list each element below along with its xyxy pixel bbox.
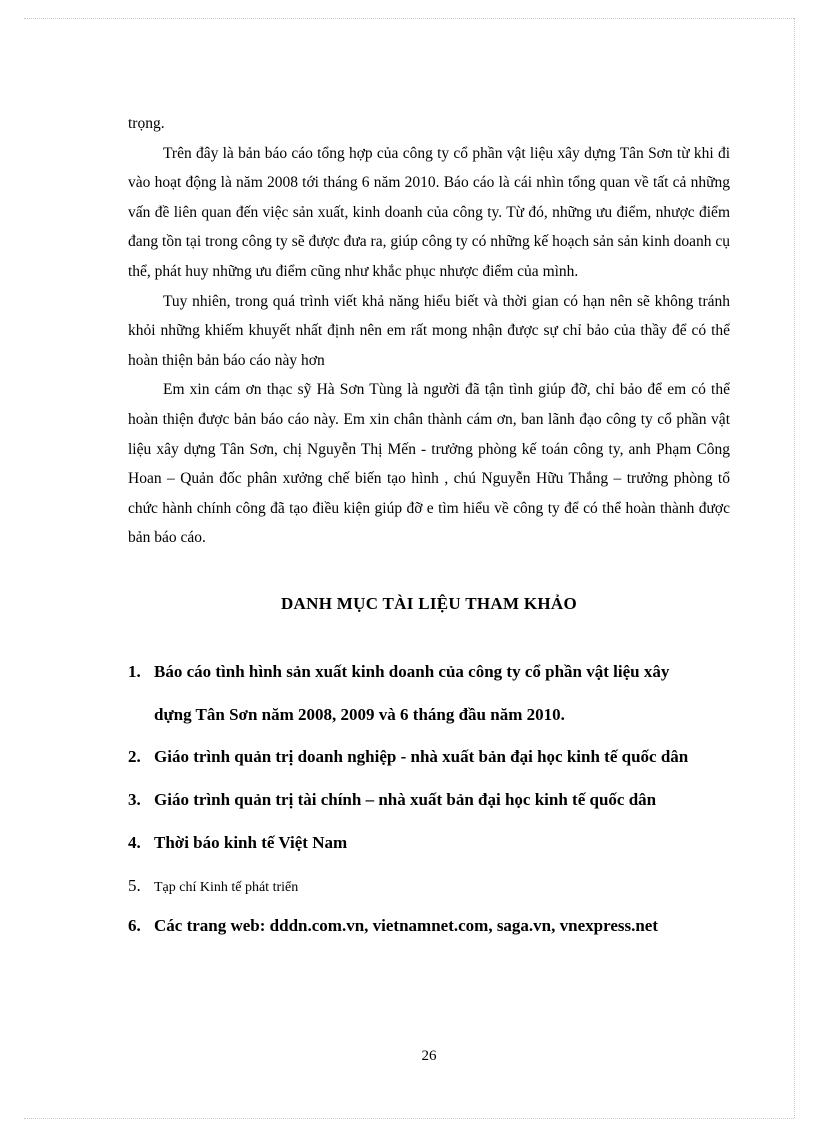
page-frame-top [24, 18, 794, 19]
reference-text: Giáo trình quản trị tài chính – nhà xuất bản đại học kinh tế quốc dân [154, 790, 657, 809]
reference-number: 2. [128, 747, 141, 766]
reference-text: Báo cáo tình hình sản xuất kinh doanh của công ty cổ phần vật liệu xây [154, 662, 670, 681]
reference-item [128, 790, 656, 810]
reference-text: Giáo trình quản trị doanh nghiệp - nhà xuất bản đại học kinh tế quốc dân [154, 747, 689, 766]
page-frame-right [794, 18, 795, 1118]
reference-number: 4. [128, 833, 141, 852]
reference-number: 1. [128, 662, 141, 681]
references-heading: DANH MỤC TÀI LIỆU THAM KHẢO [280, 594, 578, 613]
paragraph-summary: Trên đây là bản báo cáo tổng hợp của công ty cổ phần vật liệu xây dựng Tân Sơn từ khi đi vào hoạt động là năm 2008 tới tháng 6 năm 2010. Báo cáo là cái nhìn tổng quan về tất cả những vấn đề liên quan đến việc sản xuất, kinh doanh của công ty. Từ đó, những ưu điểm, nhược điểm đang tồn tại trong công ty sẽ được đưa ra, giúp công ty có những kế hoạch sản sản kinh doanh cụ thể, phát huy những ưu điểm cũng như khắc phục nhược điểm của mình. [128, 144, 730, 280]
reference-item [128, 876, 298, 896]
reference-text: dựng Tân Sơn năm 2008, 2009 và 6 tháng đầu năm 2010. [154, 705, 565, 724]
reference-text: Các trang web: dddn.com.vn, vietnamnet.com, saga.vn, vnexpress.net [154, 916, 659, 935]
paragraph-limitations: Tuy nhiên, trong quá trình viết khả năng hiểu biết và thời gian có hạn nên sẽ không tránh khỏi những khiếm khuyết nhất định nên em rất mong nhận được sự chỉ bảo của thầy để có thể hoàn thiện bản báo cáo này hơn [128, 292, 730, 369]
reference-number: 5. [128, 876, 141, 895]
body-text [128, 109, 730, 553]
reference-number: 3. [128, 790, 141, 809]
paragraph-acknowledgements: Em xin cám ơn thạc sỹ Hà Sơn Tùng là người đã tận tình giúp đỡ, chỉ bảo để em có thể hoàn thiện được bản báo cáo này. Em xin chân thành cám ơn, ban lãnh đạo công ty cổ phần vật liệu xây dựng Tân Sơn, chị Nguyễn Thị Mến - trưởng phòng kế toán công ty, anh Phạm Công Hoan – Quản đốc phân xưởng chế biến tạo hình , chú Nguyễn Hữu Thắng – trưởng phòng tổ chức hành chính công đã tạo điều kiện giúp đỡ e tìm hiểu về công ty để có thể hoàn thành được bản báo cáo. [128, 381, 730, 547]
reference-item [128, 916, 658, 936]
reference-item [128, 747, 688, 767]
reference-item-continuation [154, 705, 565, 725]
page-number: 26 [421, 1048, 437, 1064]
page-frame-bottom [24, 1118, 794, 1119]
reference-text: Thời báo kinh tế Việt Nam [154, 833, 348, 852]
reference-number: 6. [128, 916, 141, 935]
paragraph-continuation: trọng. [128, 115, 165, 132]
reference-item [128, 662, 669, 682]
reference-item [128, 833, 347, 853]
reference-text: Tạp chí Kinh tế phát triển [154, 880, 299, 895]
